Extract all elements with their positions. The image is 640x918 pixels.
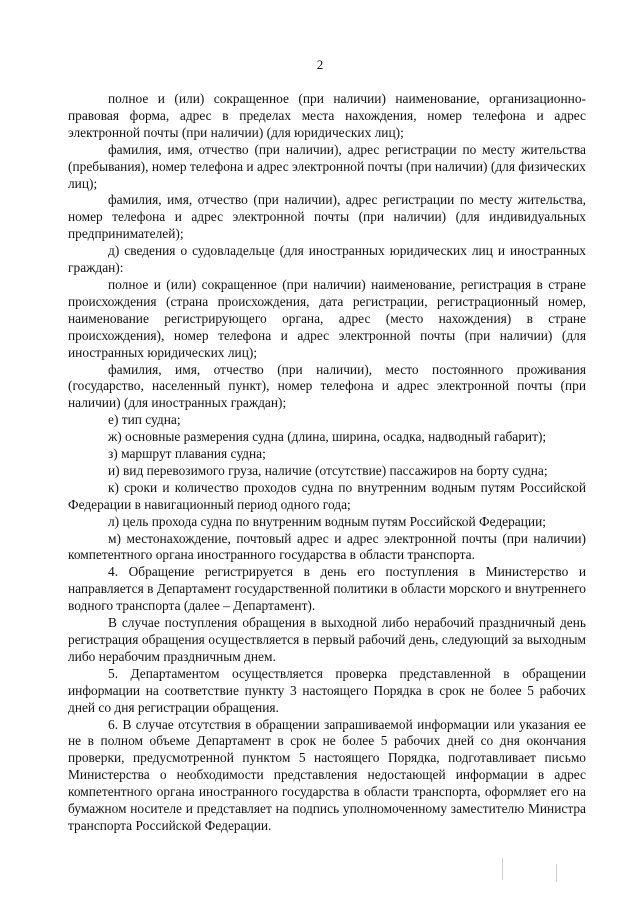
paragraph-holiday-registration: В случае поступления обращения в выходной либо нерабочий праздничный день регистрация обращения осуществляется в первый рабочий день, следующий за выходным либо нерабочим праздничным днем. bbox=[68, 615, 586, 664]
document-body bbox=[68, 91, 586, 835]
page-number: 2 bbox=[316, 57, 324, 72]
paragraph-item-zh: ж) основные размерения судна (длина, ширина, осадка, надводный габарит); bbox=[108, 429, 547, 445]
paragraph-item-e: е) тип судна; bbox=[108, 412, 181, 428]
paragraph-item-d: д) сведения о судовладельце (для иностранных юридических лиц и иностранных граждан): bbox=[68, 243, 586, 276]
paragraph-item-l: л) цель прохода судна по внутренним водным путям Российской Федерации; bbox=[108, 513, 546, 529]
paragraph-item-m: м) местонахождение, почтовый адрес и адрес электронной почты (при наличии) компетентного органа иностранного государства в области транспорта. bbox=[68, 530, 586, 563]
paragraph-item-i: и) вид перевозимого груза, наличие (отсутствие) пассажиров на борту судна; bbox=[108, 462, 548, 478]
paragraph-item-z: з) маршрут плавания судна; bbox=[108, 446, 266, 462]
paragraph-individual-info: фамилия, имя, отчество (при наличии), адрес регистрации по месту жительства (пребывания), номер телефона и адрес электронной почты (при наличии) (для физических лиц); bbox=[68, 141, 586, 191]
paragraph-foreign-citizen-info: фамилия, имя, отчество (при наличии), место постоянного проживания (государство, населенный пункт), номер телефона и адрес электронной почты (при наличии) (для иностранных граждан); bbox=[68, 361, 586, 411]
paragraph-legal-entity-info: полное и (или) сокращенное (при наличии) наименование, организационно-правовая форма, адрес в пределах места нахождения, номер телефона и адрес электронной почты (при наличии) (для юридических лиц); bbox=[68, 91, 586, 140]
paragraph-section-4: 4. Обращение регистрируется в день его поступления в Министерство и направляется в Департамент государственной политики в области морского и внутреннего водного транспорта (далее – Департамент). bbox=[68, 564, 586, 614]
paragraph-entrepreneur-info: фамилия, имя, отчество (при наличии), адрес регистрации по месту жительства, номер телефона и адрес электронной почты (при наличии) (для индивидуальных предпринимателей); bbox=[68, 192, 586, 242]
paragraph-foreign-entity-info: полное и (или) сокращенное (при наличии) наименование, регистрация в стране происхождения (страна происхождения, дата регистрации, регистрационный номер, наименование регистрирующего органа, адрес (место нахождения) в стране происхождения), номер телефона и адрес электронной почты (при наличии) (для иностранных юридических лиц); bbox=[68, 276, 586, 360]
paragraph-section-6: 6. В случае отсутствия в обращении запрашиваемой информации или указания ее не в полном объеме Департамент в срок не более 5 рабочих дней со дня окончания проверки, предусмотренной пунктом 5 настоящего Порядка, подготавливает письмо Министерства о необходимости представления недостающей информации в адрес компетентного органа иностранного государства в области транспорта, оформляет его на бумажном носителе и представляет на подпись уполномоченному заместителю Министра транспорта Российской Федерации. bbox=[68, 716, 586, 833]
paragraph-item-k: к) сроки и количество проходов судна по внутренним водным путям Российской Федерации в навигационный период одного года; bbox=[68, 479, 586, 512]
paragraph-section-5: 5. Департаментом осуществляется проверка представленной в обращении информации на соответствие пункту 3 настоящего Порядка в срок не более 5 рабочих дней со дня регистрации обращения. bbox=[68, 665, 586, 715]
scan-artifact-line bbox=[556, 864, 557, 882]
scan-artifact-line bbox=[502, 858, 503, 880]
